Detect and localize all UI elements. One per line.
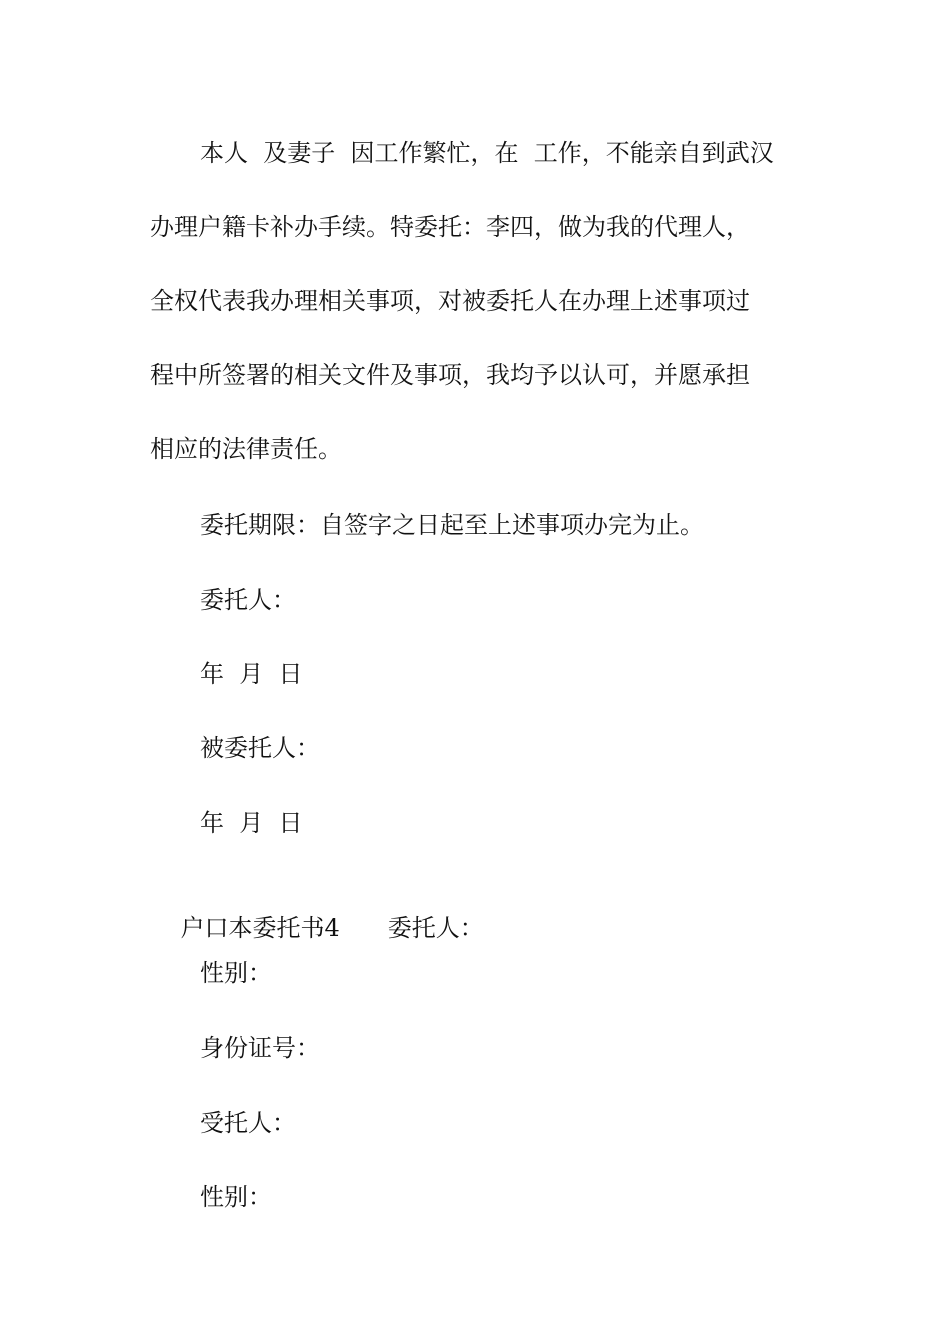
agent-label: 被委托人： bbox=[200, 734, 320, 762]
date-line-2: 年 月 日 bbox=[200, 809, 303, 837]
paragraph-line-4: 程中所签署的相关文件及事项，我均予以认可，并愿承担 bbox=[150, 361, 750, 389]
trustee-label: 受托人： bbox=[200, 1109, 296, 1137]
gender-label-2: 性别： bbox=[200, 1183, 272, 1211]
paragraph-line-5: 相应的法律责任。 bbox=[150, 435, 342, 463]
delegation-term: 委托期限：自签字之日起至上述事项办完为止。 bbox=[200, 511, 704, 539]
id-number-label: 身份证号： bbox=[200, 1034, 320, 1062]
date-line-1: 年 月 日 bbox=[200, 660, 303, 688]
gender-label-1: 性别： bbox=[200, 959, 272, 987]
section-principal-label: 委托人： bbox=[387, 914, 484, 942]
principal-label: 委托人： bbox=[200, 586, 296, 614]
paragraph-line-1: 本人 及妻子 因工作繁忙，在 工作，不能亲自到武汉 bbox=[200, 139, 774, 167]
paragraph-line-2: 办理户籍卡补办手续。特委托：李四，做为我的代理人， bbox=[150, 213, 750, 241]
paragraph-line-3: 全权代表我办理相关事项，对被委托人在办理上述事项过 bbox=[150, 287, 750, 315]
section-title: 户口本委托书4 bbox=[180, 914, 340, 942]
